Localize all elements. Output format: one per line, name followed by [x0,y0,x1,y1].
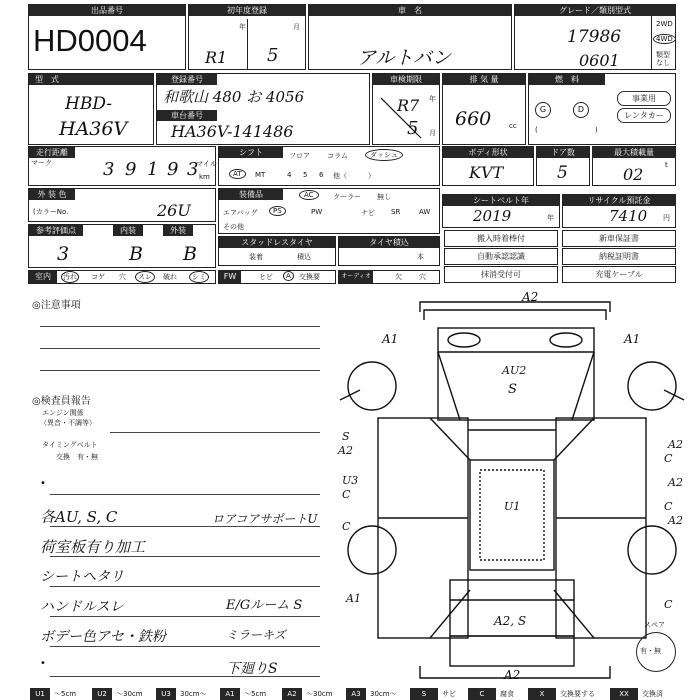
model-line1: HBD- [65,94,113,114]
fuel-g: G [535,102,551,118]
drive-4wd: 4WD [653,34,676,44]
equip-ps: PS [269,206,286,216]
mark-left-4: C [342,488,351,501]
mark-a1-right: A1 [624,332,641,346]
gear-6: 6 [319,171,324,179]
color-no-label: (カラーNo. [33,208,69,216]
mark-left-2: A2 [338,444,353,457]
score-box [28,224,216,268]
insp-month-label: 月 [429,129,436,137]
mileage-digit-2: 9 [125,159,137,180]
shift-label: シフト [219,147,283,158]
car-diagram [330,290,694,688]
legend-val-2: 〜30cm [116,690,143,698]
mark-right-1: A2 [668,438,683,451]
timing-label: タイミングベルト [42,441,98,449]
fuel-d: D [573,102,589,118]
interior-grade: B [129,243,143,265]
strike-mark [377,86,427,142]
mileage-digit-4: 9 [167,159,179,180]
gear-4: 4 [287,171,292,179]
reg-no-label: 登録番号 [157,74,217,85]
grade-label: グレード／類別型式 [515,5,675,16]
report-line-1: 各AU, S, C [40,508,118,526]
usage-rental: レンタカー [617,108,671,123]
mark-a1-left: A1 [382,332,399,346]
mark-s-top: S [508,382,517,397]
fw-a: A [283,271,294,281]
legend-val-4: 〜5cm [244,690,267,698]
fuel-box [528,73,676,145]
legend-key-5: A2 [282,688,302,700]
equip-aw: AW [419,208,431,216]
engine-label: エンジン関係 [42,409,84,417]
seatbelt-value: 2019 [473,207,512,225]
report-title: ◎検査員報告 [32,396,91,407]
grade-box [514,4,676,70]
legend-val-3: 30cm〜 [180,690,207,698]
equip-sr: SR [391,208,401,216]
mark-left-6: A1 [346,592,361,605]
fw-crack: ヒビ [259,273,273,281]
interior-notes-label: 室内 [29,271,57,283]
equipment-box [218,188,440,234]
legend-key-3: U3 [156,688,176,700]
legend-val-1: 〜5cm [54,690,77,698]
legend-key-9: X [528,688,556,700]
model-line2: HA36V [59,118,128,140]
legend-val-8: 腐食 [500,690,514,698]
car-name-value: アルトバン [357,47,451,69]
mark-right-6: C [664,598,673,611]
fw-label: FW [219,271,241,283]
bullet-blank: • [40,478,46,489]
equip-navi: ナビ [361,209,375,217]
recycle-value: 7410 [609,207,648,225]
model-box [28,73,154,145]
legend-key-6: A3 [346,688,366,700]
gear-5: 5 [303,171,308,179]
mileage-digit-3: 1 [147,159,159,180]
equip-airbag: エアバッグ [223,209,258,217]
legend-key-7: S [410,688,438,700]
lot-number-box [28,4,186,70]
report-line-4: ハンドルスレ [40,599,124,615]
reg-no-value: 和歌山 480 お 4056 [163,88,305,106]
legend-val-5: 〜30cm [306,690,333,698]
color-label: 外 装 色 [29,189,75,200]
int-hole: 穴 [119,273,126,281]
first-reg-year: R1 [205,48,228,67]
int-tear: 破れ [163,273,177,281]
equip-pw: PW [311,208,323,216]
mark-left-1: S [342,430,350,443]
equip-none: 無し [377,193,391,201]
doc-item-5: 抹消受付可 [444,266,558,283]
chassis-label: 車台番号 [157,110,217,121]
body-shape-label: ボディ形状 [443,147,533,158]
doors-box [536,146,590,186]
tire-load-box [338,236,440,266]
drive-2wd: 2WD [656,20,673,28]
mileage-digit-5: 3 [187,159,199,180]
int-burn: コゲ [91,273,105,281]
doc-item-4: 納税証明書 [562,248,676,265]
gear-other: 他（ ） [333,172,375,180]
shift-at: AT [229,169,246,179]
inspection-month: 5 [407,118,419,139]
mileage-unit-mile: マイル [196,160,217,168]
first-registration-box [188,4,306,70]
legend-key-8: C [468,688,496,700]
equipment-label: 装備品 [219,189,283,200]
capacity-label: 最大積載量 [593,147,675,158]
report-line-5: ボデー色アセ・鉄粉 [40,629,166,645]
doc-item-2: 新車保証書 [562,230,676,247]
report-right-2: E/Gルーム S [226,598,303,613]
mark-a2-bottom: A2 [504,668,521,682]
car-name-label: 車 名 [309,5,511,16]
fw-replace: 交換要 [299,273,320,281]
fuel-paren-close: ) [595,126,598,134]
shift-floor: フロア [289,152,310,160]
exterior-label: 外装 [163,225,193,236]
studless-box [218,236,336,266]
studless-fitted: 装着 [249,253,263,261]
report-line-6: 下廻りS [226,661,278,677]
mark-u1: U1 [504,500,521,513]
tire-load-label: タイヤ積込 [339,237,439,248]
capacity-unit: t [665,161,668,169]
int-scuff: スレ [135,271,155,283]
color-value: 26U [157,201,191,220]
meter-label: マーク [31,159,52,167]
displacement-value: 660 [455,108,492,130]
report-right-1: ロアコアサポートU [212,512,318,526]
shift-mt: MT [255,171,266,179]
legend-val-7: サビ [442,690,456,698]
recycle-box [562,194,676,228]
report-right-3: ミラーキズ [226,628,286,642]
seatbelt-box [442,194,560,228]
equip-cooler: クーラー [333,193,361,201]
bullet-last: • [40,658,46,669]
interior-label: 内装 [113,225,143,236]
equip-other-label: その他 [223,223,244,231]
legend-val-6: 30cm〜 [370,690,397,698]
studless-label: スタッドレスタイヤ [219,237,335,248]
shift-column: コラム [327,152,348,160]
mileage-unit-km: km [199,173,210,181]
body-shape-value: KVT [469,163,504,182]
legend-key-10: XX [610,688,638,700]
first-reg-month: 5 [267,45,279,66]
mark-rear: A2, S [494,614,527,628]
audio-label: オーディオ [339,271,373,283]
mark-right-2: C [664,452,673,465]
mark-right-5: A2 [668,514,683,527]
doors-label: ドア数 [537,147,589,158]
score-value: 3 [57,243,70,265]
grade-line2: 0601 [579,51,620,70]
audio-hole: 穴 [419,273,426,281]
model-label: 型 式 [29,74,153,85]
grade-line1: 17986 [567,27,622,47]
mark-right-4: C [664,500,673,513]
tire-load-unit: 本 [417,253,424,261]
seatbelt-unit: 年 [547,214,554,222]
report-line-3: シートヘタリ [40,569,124,585]
audio-box [338,270,440,284]
doc-item-3: 自動承認認識 [444,248,558,265]
spare-label: スペア [644,621,665,629]
capacity-box [592,146,676,186]
capacity-value: 02 [623,165,644,184]
registration-box [156,73,370,145]
displacement-unit: cc [509,122,517,130]
interior-notes-box [28,270,216,284]
inspection-box [372,73,440,145]
legend-val-9: 交換要する [560,690,595,698]
month-label: 月 [293,23,300,31]
color-box [28,188,216,222]
int-stain: シミ [189,271,209,283]
usage-business: 事業用 [617,91,671,106]
mark-au2: AU2 [502,364,527,377]
lot-number-label: 出品番号 [29,5,185,16]
mark-a2-top: A2 [522,290,539,304]
inspection-label: 車検期限 [373,74,439,85]
insp-year-label: 年 [429,95,436,103]
recycle-unit: 円 [663,214,670,222]
doc-item-1: 搬入時着棒付 [444,230,558,247]
report-line-2: 荷室板有り加工 [40,538,146,556]
studless-loaded: 積込 [297,253,311,261]
body-shape-box [442,146,534,186]
seatbelt-label: シートベルト年 [443,195,559,206]
score-label: 参考評価点 [29,225,83,236]
notes-title: ◎注意事項 [32,300,81,311]
car-name-box [308,4,512,70]
doors-value: 5 [557,163,568,183]
mileage-box [28,146,216,186]
audio-missing: 欠 [395,273,402,281]
first-registration-label: 初年度登録 [189,5,305,16]
legend-val-10: 交換済 [642,690,663,698]
fuel-label: 燃 料 [529,74,605,85]
legend-key-4: A1 [220,688,240,700]
timing-sub: 交換 有・無 [56,453,98,461]
doc-item-6: 充電ケーブル [562,266,676,283]
type-none-label: 類型なし [656,51,670,67]
exterior-grade: B [183,243,197,265]
int-dirt: 汚れ [63,273,77,281]
shift-box [218,146,440,186]
displacement-box [442,73,526,145]
chassis-value: HA36V-141486 [171,122,294,141]
equip-ac: AC [299,190,319,200]
engine-sub: （異音・不調等） [40,419,96,427]
mileage-label: 走行距離 [29,147,75,158]
displacement-label: 排 気 量 [443,74,525,85]
inspection-year: R7 [397,96,420,115]
mark-right-3: A2 [668,476,683,489]
shift-dash: ダッシュ [365,149,403,161]
mark-left-3: U3 [342,474,359,487]
legend-key-2: U2 [92,688,112,700]
year-label: 年 [239,23,246,31]
spare-value: 有・無 [640,647,661,655]
mileage-digit-1: 3 [103,159,115,180]
fuel-paren-open: ( [535,126,538,134]
mark-left-5: C [342,520,351,533]
lot-number-value: HD0004 [33,23,147,58]
legend-key-1: U1 [30,688,50,700]
recycle-label: リサイクル預託金 [563,195,675,206]
fw-box [218,270,336,284]
